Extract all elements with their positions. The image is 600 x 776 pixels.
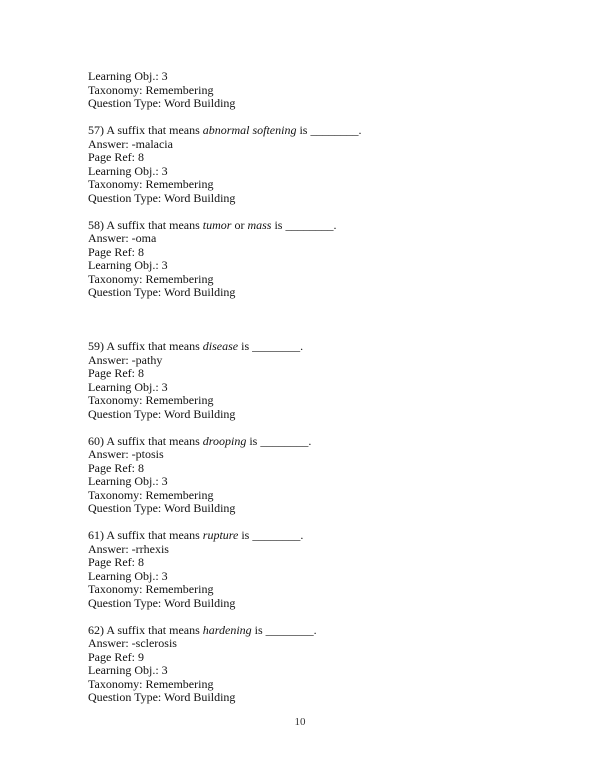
- question-62: [88, 624, 528, 705]
- key-term: mass: [247, 217, 272, 232]
- taxonomy: Taxonomy: Remembering: [88, 487, 214, 502]
- page-ref: Page Ref: 8: [88, 366, 144, 380]
- key-term: rupture: [202, 528, 239, 542]
- learning-obj: Learning Obj.: 3: [88, 163, 168, 178]
- learning-obj: Learning Obj.: 3: [88, 568, 168, 583]
- page-ref: Page Ref: 8: [88, 460, 144, 475]
- answer: Answer: -oma: [88, 231, 157, 245]
- key-term: drooping: [202, 433, 247, 448]
- page-ref: Page Ref: 9: [88, 649, 144, 664]
- question-type: Question Type: Word Building: [88, 285, 236, 299]
- answer: Answer: -sclerosis: [88, 636, 177, 650]
- question-text: 61) A suffix that means rupture is ________.: [88, 528, 304, 542]
- question-60: [88, 435, 528, 516]
- question-text: 62) A suffix that means hardening is ________.: [88, 622, 317, 637]
- question-57: [88, 124, 528, 205]
- question-61: [88, 529, 528, 610]
- question-text: 59) A suffix that means disease is ________.: [88, 339, 304, 353]
- answer: Answer: -pathy: [88, 352, 163, 367]
- page-ref: Page Ref: 8: [88, 244, 144, 259]
- learning-obj: Learning Obj.: 3: [88, 258, 168, 272]
- answer: Answer: -rrhexis: [88, 541, 169, 556]
- page-ref: Page Ref: 8: [88, 150, 144, 164]
- key-term: disease: [202, 339, 239, 353]
- carryover-block: [88, 70, 528, 111]
- taxonomy: Taxonomy: Remembering: [88, 177, 214, 191]
- question-text: 58) A suffix that means tumor or mass is ________.: [88, 217, 337, 232]
- learning-obj: Learning Obj.: 3: [88, 69, 168, 83]
- taxonomy: Taxonomy: Remembering: [88, 271, 214, 286]
- question-type: Question Type: Word Building: [88, 501, 236, 515]
- taxonomy: Taxonomy: Remembering: [88, 582, 214, 596]
- question-type: Question Type: Word Building: [88, 190, 236, 205]
- learning-obj: Learning Obj.: 3: [88, 379, 168, 394]
- learning-obj: Learning Obj.: 3: [88, 663, 168, 677]
- page-content: [88, 70, 528, 705]
- key-term: abnormal softening: [202, 123, 297, 137]
- question-type: Question Type: Word Building: [88, 96, 236, 110]
- taxonomy: Taxonomy: Remembering: [88, 82, 214, 97]
- taxonomy: Taxonomy: Remembering: [88, 676, 214, 691]
- page-ref: Page Ref: 8: [88, 555, 144, 569]
- question-text: 57) A suffix that means abnormal softening is ________.: [88, 123, 362, 137]
- key-term: tumor: [202, 217, 232, 232]
- page-number: 10: [294, 716, 306, 728]
- question-type: Question Type: Word Building: [88, 406, 236, 421]
- answer: Answer: -ptosis: [88, 447, 164, 461]
- taxonomy: Taxonomy: Remembering: [88, 393, 214, 407]
- key-term: hardening: [202, 622, 252, 637]
- answer: Answer: -malacia: [88, 136, 173, 151]
- question-59: [88, 340, 528, 421]
- question-type: Question Type: Word Building: [88, 595, 236, 610]
- question-text: 60) A suffix that means drooping is ________.: [88, 433, 312, 448]
- question-58: [88, 219, 528, 300]
- learning-obj: Learning Obj.: 3: [88, 474, 168, 488]
- question-type: Question Type: Word Building: [88, 690, 236, 704]
